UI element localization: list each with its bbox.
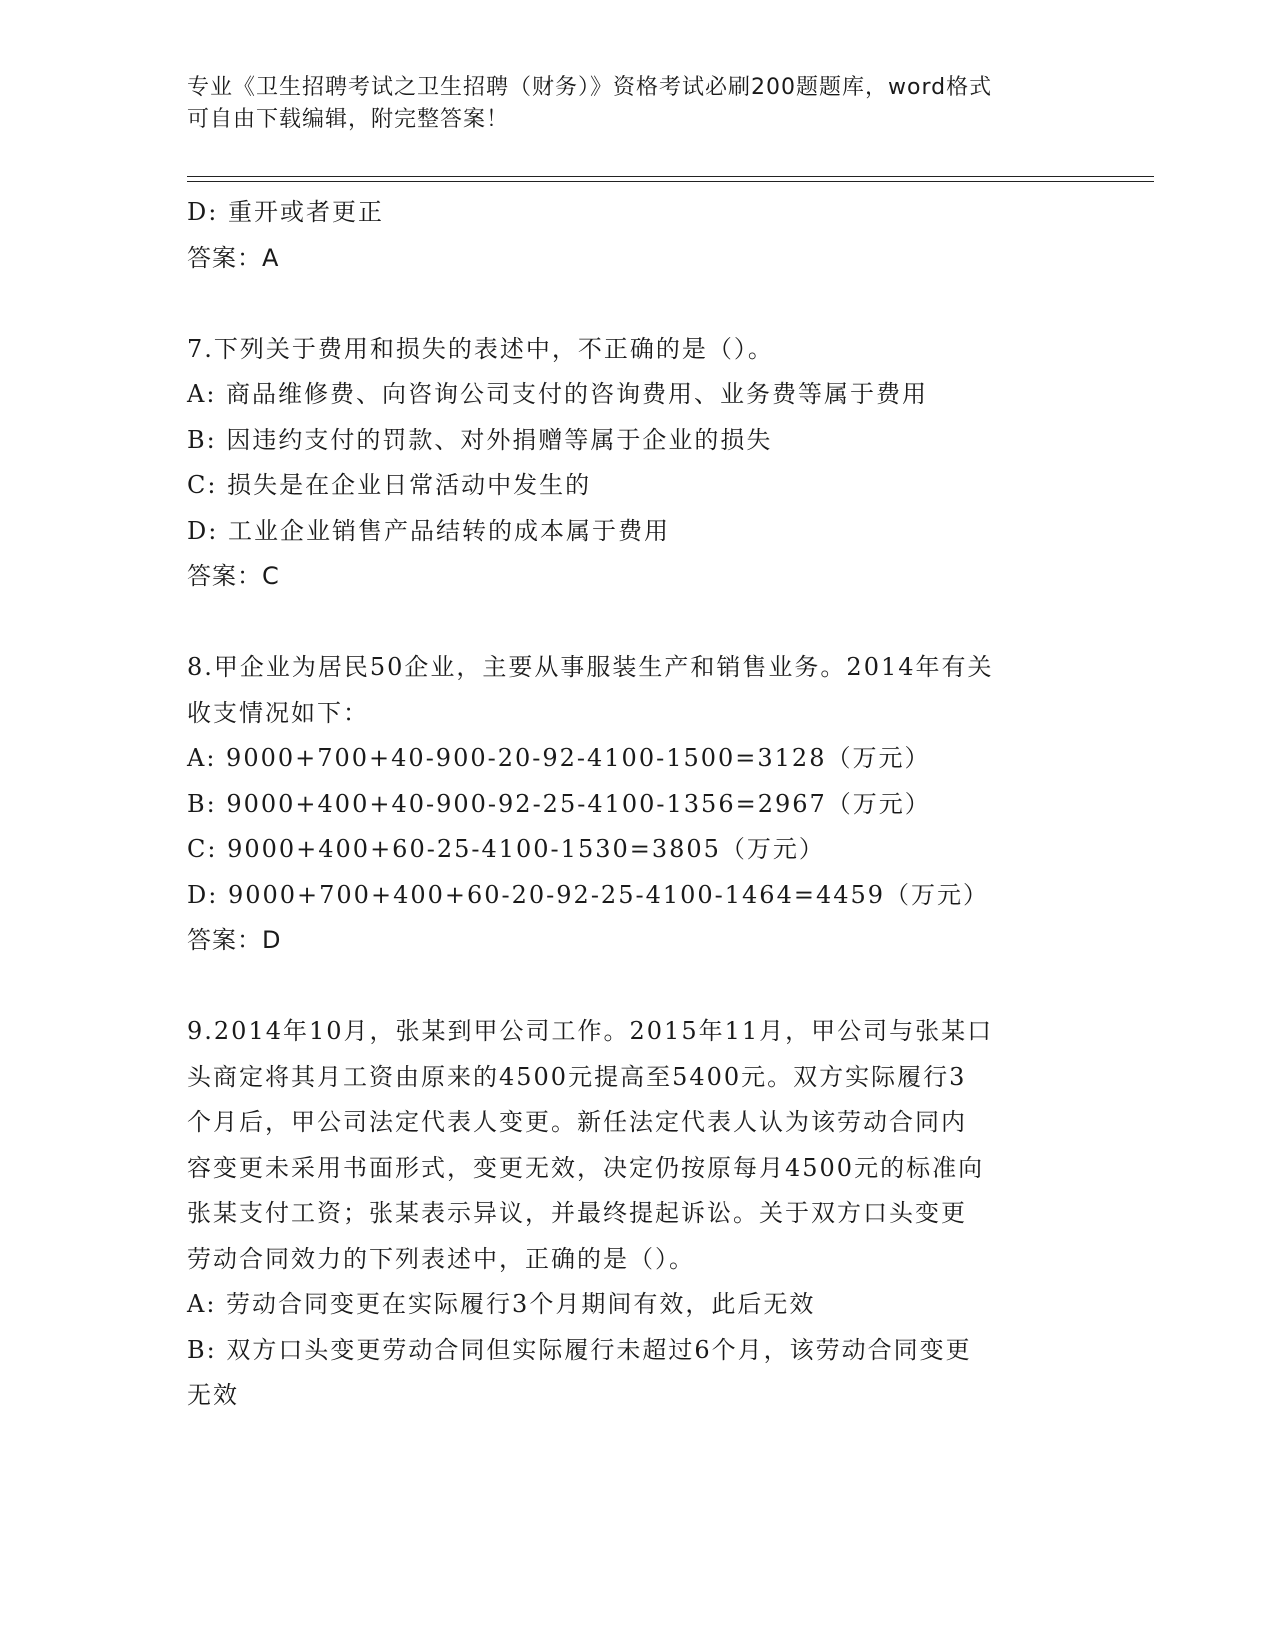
answer-line: 答案：C [187,562,280,590]
question-stem-line-1: 9.2014年10月，张某到甲公司工作。2015年11月，甲公司与张某口 [187,1017,994,1045]
question-stem-line-1: 8.甲企业为居民50企业，主要从事服装生产和销售业务。2014年有关 [187,653,994,681]
question-content [187,190,1087,1419]
option-b-line-1: B: 双方口头变更劳动合同但实际履行未超过6个月，该劳动合同变更 [187,1335,972,1364]
option-b: B: 因违约支付的罚款、对外捐赠等属于企业的损失 [187,425,773,454]
question-9 [187,1009,1087,1419]
question-7 [187,327,1087,600]
option-a: A: 9000+700+40-900-20-92-4100-1500=3128（万元） [187,744,931,772]
question-stem: 7.下列关于费用和损失的表述中，不正确的是（）。 [187,334,774,363]
question-stem-line-5: 张某支付工资；张某表示异议，并最终提起诉讼。关于双方口头变更 [187,1199,967,1227]
answer-line: 答案：D [187,926,282,954]
question-stem-line-4: 容变更未采用书面形式，变更无效，决定仍按原每月4500元的标准向 [187,1153,985,1182]
option-d: D: 9000+700+400+60-20-92-25-4100-1464=4459（万元） [187,880,990,909]
previous-question-tail [187,190,1087,281]
question-stem-line-2: 收支情况如下： [187,698,369,727]
question-8 [187,645,1087,964]
header-line-1: 专业《卫生招聘考试之卫生招聘（财务）》资格考试必刷200题题库，word格式 [187,75,993,100]
header-rule-top [187,176,1154,177]
option-d: D: 工业企业销售产品结转的成本属于费用 [187,516,670,545]
spacer [187,964,1087,1010]
spacer [187,600,1087,646]
option-b-line-2: 无效 [187,1381,239,1409]
document-header [187,72,1067,136]
question-stem-line-3: 个月后，甲公司法定代表人变更。新任法定代表人认为该劳动合同内 [187,1108,967,1136]
spacer [187,281,1087,327]
option-a: A: 劳动合同变更在实际履行3个月期间有效，此后无效 [187,1290,816,1318]
question-stem-line-6: 劳动合同效力的下列表述中，正确的是（）。 [187,1244,695,1273]
header-rule-bottom [187,181,1154,182]
option-d: D: 重开或者更正 [187,198,384,226]
question-stem-line-2: 头商定将其月工资由原来的4500元提高至5400元。双方实际履行3 [187,1062,967,1091]
option-c: C: 9000+400+60-25-4100-1530=3805（万元） [187,835,825,863]
header-line-2: 可自由下载编辑，附完整答案！ [187,107,510,132]
option-b: B: 9000+400+40-900-92-25-4100-1356=2967（万元） [187,789,931,818]
option-a: A: 商品维修费、向咨询公司支付的咨询费用、业务费等属于费用 [187,380,929,408]
option-c: C: 损失是在企业日常活动中发生的 [187,471,592,499]
answer-line: 答案：A [187,243,280,272]
